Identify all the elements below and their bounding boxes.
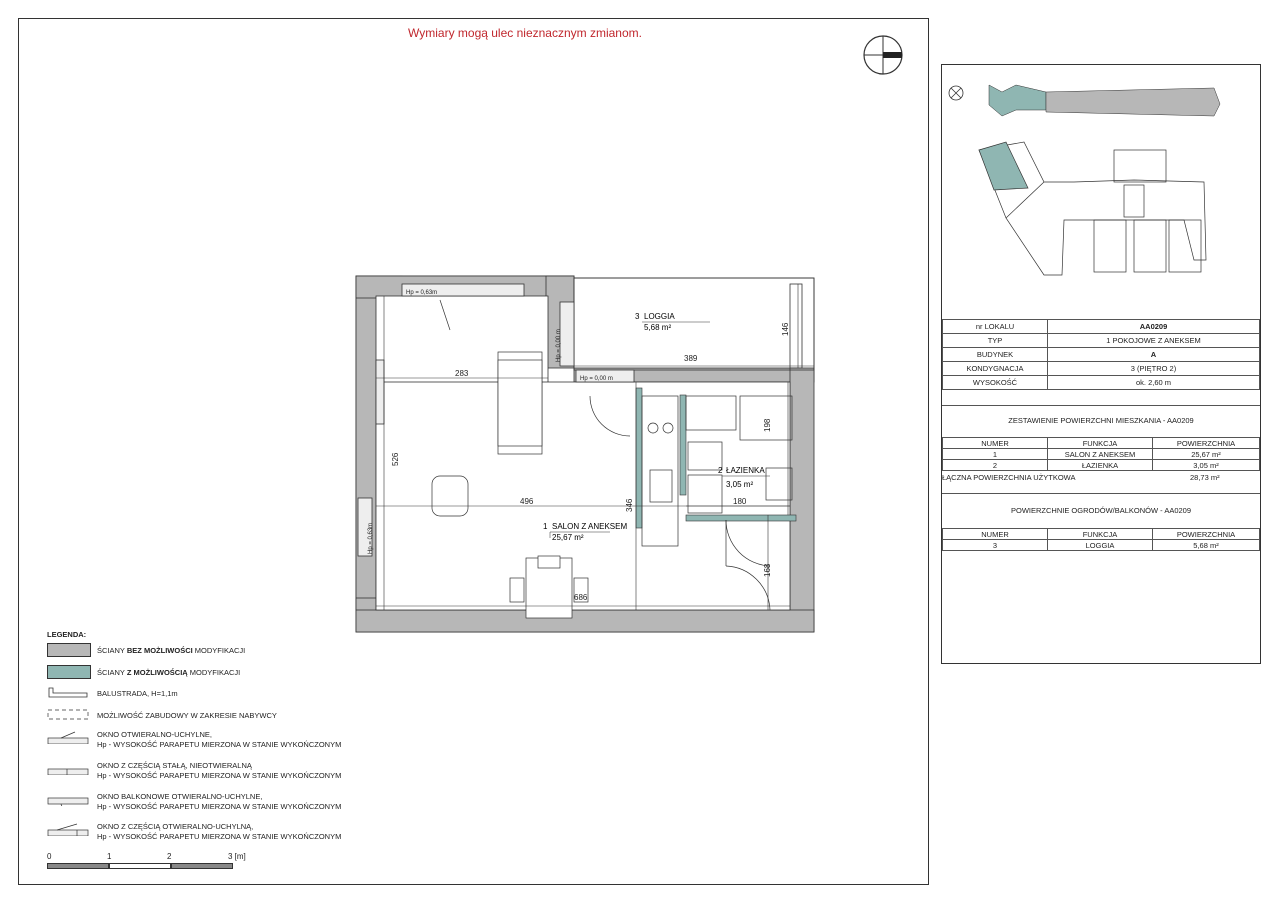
scale-segment [171,863,233,869]
info-value: ok. 2,60 m [1048,376,1260,390]
info-label: TYP [943,334,1048,348]
scale-label-3: 3 [m] [228,852,246,861]
col-header: POWIERZCHNIA [1153,438,1260,449]
building-key-plan [944,70,1258,300]
area-func: SALON Z ANEKSEM [1048,449,1153,460]
info-value: 1 POKOJOWE Z ANEKSEM [1048,334,1260,348]
wall-mod-swatch [47,665,91,679]
garden-num: 3 [943,540,1048,551]
room-1-area: 25,67 m² [552,533,584,542]
room-2-area: 3,05 m² [726,480,754,489]
scale-label-1: 1 [107,852,112,861]
dim-283: 283 [455,369,469,378]
hp-label-1: Hp = 0,63m [406,290,438,296]
col-header: FUNKCJA [1048,529,1153,540]
info-label: nr LOKALU [943,320,1048,334]
col-header: POWIERZCHNIA [1153,529,1260,540]
room-3-name: LOGGIA [644,312,675,321]
garden-func: LOGGIA [1048,540,1153,551]
balustrade-icon [47,686,89,700]
dim-168: 168 [763,563,772,577]
dim-198: 198 [763,418,772,432]
areas-table [942,437,1260,471]
info-row [943,376,1260,390]
info-value: 3 (PIĘTRO 2) [1048,362,1260,376]
north-arrow-icon [860,33,906,79]
gardens-title: POWIERZCHNIE OGRODÓW/BALKONÓW - AA0209 [1010,506,1192,515]
col-header: NUMER [943,438,1048,449]
gardens-table [942,528,1260,551]
info-label: KONDYGNACJA [943,362,1048,376]
room-3-num: 3 [635,312,640,321]
room-1-name: SALON Z ANEKSEM [552,522,628,531]
hp-label-2: Hp = 0,00 m [556,329,562,362]
scale-label-0: 0 [47,852,52,861]
dim-526: 526 [391,452,400,466]
window-partial-icon [47,822,89,836]
room-3-area: 5,68 m² [644,323,672,332]
total-area-row [942,473,1260,482]
col-header: NUMER [943,529,1048,540]
dim-146: 146 [781,322,790,336]
area-value: 25,67 m² [1153,449,1260,460]
legend-title: LEGENDA: [47,630,87,639]
total-label: ŁĄCZNA POWIERZCHNIA UŻYTKOWA [942,473,1076,482]
room-1-num: 1 [543,522,548,531]
garden-value: 5,68 m² [1153,540,1260,551]
window-fixed-icon [47,761,89,775]
dim-346: 346 [625,498,634,512]
info-row [943,362,1260,376]
area-num: 1 [943,449,1048,460]
hp-label-4: Hp = 0,63m [368,522,374,554]
info-row [943,348,1260,362]
scale-segment [109,863,171,869]
room-2-name: ŁAZIENKA [726,466,765,475]
dashed-box-icon [47,708,89,722]
scale-label-2: 2 [167,852,172,861]
dim-389: 389 [684,354,698,363]
info-row [943,320,1260,334]
info-row [943,334,1260,348]
dim-686: 686 [574,593,588,602]
notice-text: Wymiary mogą ulec nieznacznym zmianom. [408,26,642,40]
balcony-door-icon [47,792,89,806]
hp-label-3: Hp = 0,00 m [580,376,613,382]
area-func: ŁAZIENKA [1048,460,1153,471]
scale-bar [47,852,247,882]
area-num: 2 [943,460,1048,471]
info-label: BUDYNEK [943,348,1048,362]
area-value: 3,05 m² [1153,460,1260,471]
scale-segment [47,863,109,869]
col-header: FUNKCJA [1048,438,1153,449]
window-tilt-icon [47,730,89,744]
info-value: AA0209 [1048,320,1260,334]
interior [376,278,814,610]
unit-info-table [942,319,1260,390]
areas-title: ZESTAWIENIE POWIERZCHNI MIESZKANIA - AA0209 [1008,416,1194,425]
info-label: WYSOKOŚĆ [943,376,1048,390]
dim-180: 180 [733,497,747,506]
info-value: A [1048,348,1260,362]
floor-plan [350,270,820,640]
dim-496: 496 [520,497,534,506]
wall-fixed-swatch [47,643,91,657]
total-value: 28,73 m² [1190,473,1220,482]
room-2-num: 2 [718,466,723,475]
